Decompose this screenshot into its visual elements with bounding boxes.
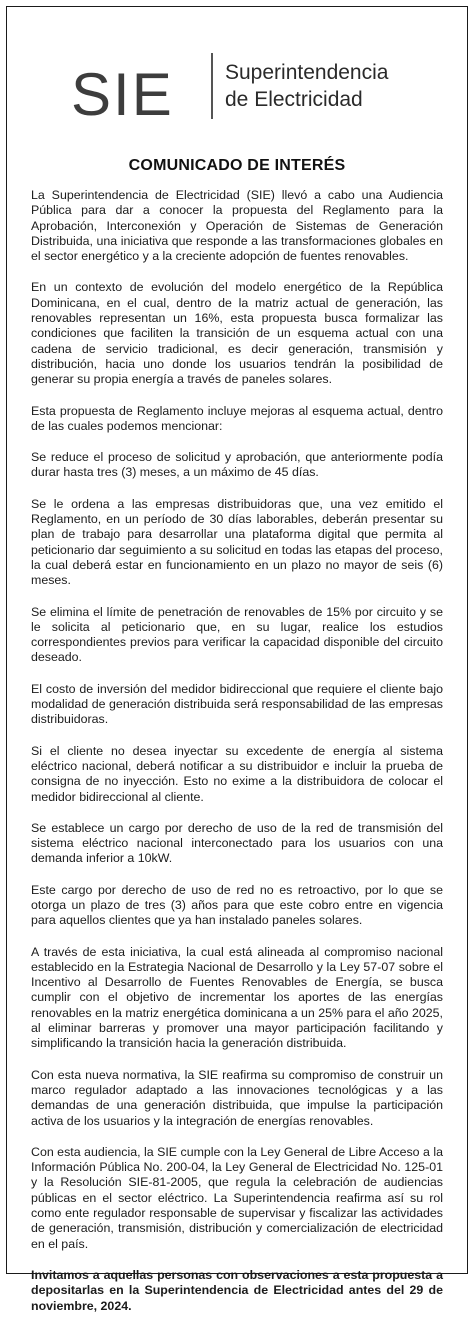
paragraph: Se le ordena a las empresas distribuidoras que, una vez emitido el Reglamento, en un período de 30 días laborables, deberán presentar su plan de trabajo para desarrollar una plataforma digital que permita al peticionario dar seguimiento a su solicitud en todas las etapas del proceso, la cual deberá estar en funcionamiento en un plazo no mayor de seis (6) meses. [31, 496, 443, 588]
closing-invitation: Invitamos a aquellas personas con observaciones a esta propuesta a depositarlas en la Superintendencia de Electricidad antes del 29 de noviembre, 2024. [31, 1267, 443, 1313]
paragraph: Si el cliente no desea inyectar su excedente de energía al sistema eléctrico nacional, deberá notificar a su distribuidor e incluir la prueba de consigna de no inyección. Esto no exime a la distribuidora de colocar el medidor bidireccional al cliente. [31, 743, 443, 804]
paragraph: Se elimina el límite de penetración de renovables de 15% por circuito y se le solicita al peticionario que, en su lugar, realice los estudios correspondientes previos para verificar la capacidad disponible del circuito deseado. [31, 604, 443, 665]
paragraph: En un contexto de evolución del modelo energético de la República Dominicana, en el cual, dentro de la matriz actual de generación, las renovables representan un 16%, esta propuesta busca formalizar las condiciones que faciliten la transición de un esquema actual con una cadena de servicio tradicional, es decir generación, transmisión y distribución, hacia uno donde los usuarios tendrán la posibilidad de generar su propia energía a través de paneles solares. [31, 280, 443, 387]
notice-page [6, 6, 468, 1313]
paragraph: Se reduce el proceso de solicitud y aprobación, que anteriormente podía durar hasta tres (3) meses, a un máximo de 45 días. [31, 450, 443, 480]
notice-title: COMUNICADO DE INTERÉS [128, 157, 346, 174]
paragraph: Con esta nueva normativa, la SIE reafirma su compromiso de construir un marco regulador adaptado a las innovaciones tecnológicas y a las demandas de una generación distribuida, que impulse la participación activa de los usuarios y la integración de energías renovables. [31, 1067, 443, 1128]
paragraph: Con esta audiencia, la SIE cumple con la Ley General de Libre Acceso a la Información Pública No. 200-04, la Ley General de Electricidad No. 125-01 y la Resolución SIE-81-2005, que regula la celebración de audiencias públicas en el sector eléctrico. La Superintendencia reafirma así su rol como ente regulador responsable de supervisar y fiscalizar las actividades de generación, transmisión, distribución y comercialización de electricidad en el país. [31, 1144, 443, 1251]
notice-body [31, 188, 443, 1330]
paragraph: El costo de inversión del medidor bidireccional que requiere el cliente bajo modalidad de generación distribuida será responsabilidad de las empresas distribuidoras. [31, 681, 443, 727]
logo-text [225, 59, 388, 113]
paragraph: A través de esta iniciativa, la cual está alineada al compromiso nacional establecido en la Estrategia Nacional de Desarrollo y la Ley 57-07 sobre el Incentivo al Desarrollo de Fuentes Renovables de Energía, se busca cumplir con el objetivo de incrementar los aportes de las energías renovables en la matriz energética dominicana a un 25% para el año 2025, al eliminar barreras y promover una mayor participación facilitando y simplificando la transición hacia la generación distribuida. [31, 944, 443, 1051]
paragraph: La Superintendencia de Electricidad (SIE) llevó a cabo una Audiencia Pública para dar a conocer la propuesta del Reglamento para la Aprobación, Interconexión y Operación de Sistemas de Generación Distribuida, una iniciativa que responde a las transformaciones globales en el sector energético y a la creciente adopción de fuentes renovables. [31, 188, 443, 264]
sie-logo [71, 51, 431, 128]
logo-line-2: de Electricidad [225, 88, 363, 111]
logo-divider [211, 53, 213, 119]
logo-mark: SIE [71, 61, 174, 128]
paragraph: Este cargo por derecho de uso de red no es retroactivo, por lo que se otorga un plazo de tres (3) años para que este cobro entre en vigencia para aquellos clientes que ya han instalado paneles solares. [31, 882, 443, 928]
logo-line-1: Superintendencia [225, 61, 389, 84]
paragraph: Se establece un cargo por derecho de uso de la red de transmisión del sistema eléctrico nacional interconectado para los usuarios con una demanda inferior a 10kW. [31, 820, 443, 866]
paragraph: Esta propuesta de Reglamento incluye mejoras al esquema actual, dentro de las cuales podemos mencionar: [31, 403, 443, 433]
